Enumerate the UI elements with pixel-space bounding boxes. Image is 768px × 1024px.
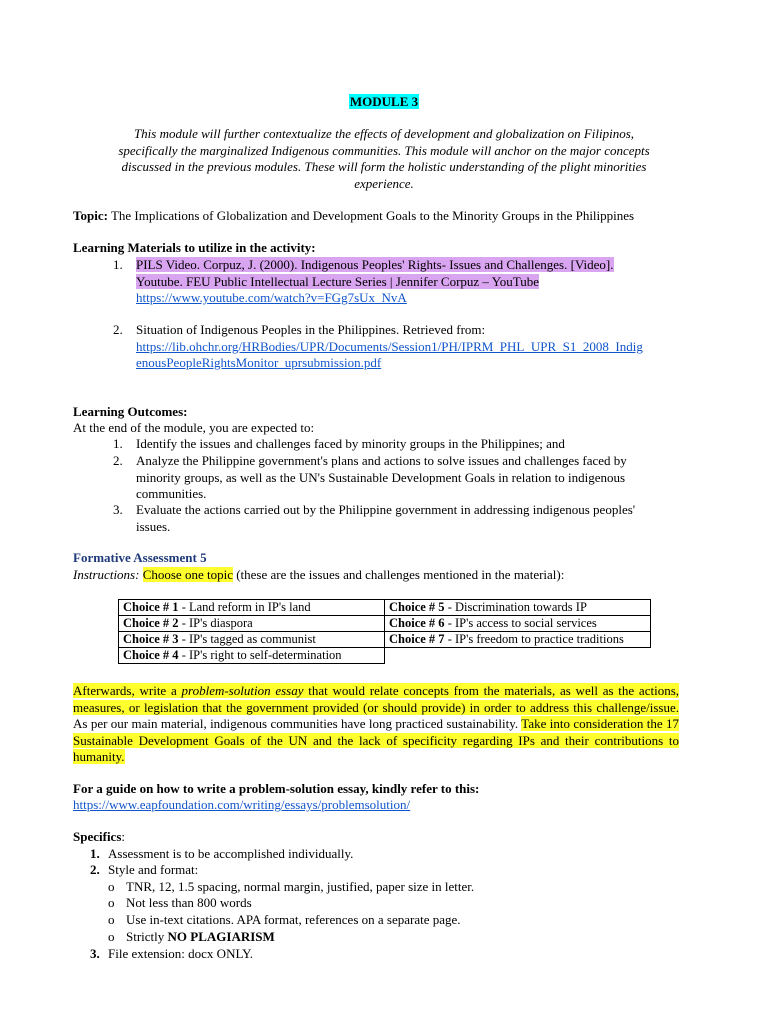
format-item-4: Strictly NO PLAGIARISM xyxy=(126,929,275,944)
outcome-2: Analyze the Philippine government's plans and actions to solve issues and challenges faced by minority groups, as well as the UN's Sustainable Development Goals in relation to indigenous communities. xyxy=(136,453,627,501)
choice-7-cell: Choice # 7 - IP's freedom to practice traditions xyxy=(385,632,651,648)
choice-1-cell: Choice # 1 - Land reform in IP's land xyxy=(119,600,385,616)
instructions-rest: (these are the issues and challenges mentioned in the material): xyxy=(236,567,565,582)
sub-bullet-icon: o xyxy=(108,895,115,910)
material-2 xyxy=(136,322,676,372)
topic-text: The Implications of Globalization and Development Goals to the Minority Groups in the Philippines xyxy=(110,208,635,223)
material-1-link[interactable]: https://www.youtube.com/watch?v=FGg7sUx_NvA xyxy=(136,290,407,305)
specific-2-number: 2. xyxy=(90,862,100,877)
material-1-number: 1. xyxy=(113,257,123,272)
sub-bullet-icon: o xyxy=(108,912,115,927)
specific-1-number: 1. xyxy=(90,846,100,861)
learning-outcomes-intro: At the end of the module, you are expected to: xyxy=(73,420,315,435)
specific-3-number: 3. xyxy=(90,946,100,961)
instructions-line xyxy=(73,567,564,584)
guide-link-line xyxy=(73,797,410,814)
specifics-heading: Specifics: xyxy=(73,829,126,844)
material-1 xyxy=(136,257,676,307)
table-row xyxy=(119,600,651,616)
outcome-2-number: 2. xyxy=(113,453,123,468)
table-row xyxy=(119,632,651,648)
format-item-3: Use in-text citations. APA format, references on a separate page. xyxy=(126,912,461,927)
choice-6-cell: Choice # 6 - IP's access to social services xyxy=(385,616,651,632)
material-1-line1: PILS Video. Corpuz, J. (2000). Indigenous Peoples' Rights- Issues and Challenges. [Video]. xyxy=(136,257,614,272)
table-row xyxy=(119,616,651,632)
essay-type: problem-solution essay xyxy=(181,683,304,698)
guide-link[interactable]: https://www.eapfoundation.com/writing/essays/problemsolution/ xyxy=(73,797,411,812)
format-item-2: Not less than 800 words xyxy=(126,895,252,910)
empty-cell xyxy=(385,648,651,664)
no-plagiarism: NO PLAGIARISM xyxy=(167,929,275,944)
essay-instructions: Afterwards, write a problem-solution essay that would relate concepts from the materials, as well as the actions, measures, or legislation that the government provided (or should provide) in order to address this challenge/issue. As per our main material, indigenous communities have long practiced sustainability. Take into consideration the 17 Sustainable Development Goals of the UN and the lack of specificity regarding IPs and their contributions to humanity. xyxy=(73,683,679,764)
outcome-1: Identify the issues and challenges faced by minority groups in the Philippines; and xyxy=(136,436,565,451)
material-2-number: 2. xyxy=(113,322,123,337)
specific-2: Style and format: xyxy=(108,862,199,877)
specific-1: Assessment is to be accomplished individually. xyxy=(108,846,354,861)
outcome-3: Evaluate the actions carried out by the Philippine government in addressing indigenous peoples' issues. xyxy=(136,502,636,534)
choose-one-topic: Choose one topic xyxy=(142,567,233,582)
guide-text: For a guide on how to write a problem-solution essay, kindly refer to this: xyxy=(73,781,480,796)
choice-3-cell: Choice # 3 - IP's tagged as communist xyxy=(119,632,385,648)
choice-4-cell: Choice # 4 - IP's right to self-determination xyxy=(119,648,385,664)
outcome-3-number: 3. xyxy=(113,502,123,517)
learning-outcomes-heading: Learning Outcomes: xyxy=(73,404,188,419)
sub-bullet-icon: o xyxy=(108,929,115,944)
format-item-1: TNR, 12, 1.5 spacing, normal margin, justified, paper size in letter. xyxy=(126,879,475,894)
topic-line xyxy=(73,208,634,225)
choices-table xyxy=(118,599,651,664)
learning-materials-heading: Learning Materials to utilize in the activity: xyxy=(73,240,316,255)
material-1-line2: Youtube. FEU Public Intellectual Lecture Series | Jennifer Corpuz – YouTube xyxy=(136,273,540,289)
topic-label: Topic: xyxy=(73,208,108,223)
module-title: MODULE 3 xyxy=(349,94,419,109)
outcome-1-number: 1. xyxy=(113,436,123,451)
specific-3: File extension: docx ONLY. xyxy=(108,946,254,961)
module-intro: This module will further contextualize the effects of development and globalization on Filipinos, specifically the marginalized Indigenous communities. This module will anchor on the major concepts discussed in the previous modules. These will form the holistic understanding of the plight minorities experience. xyxy=(118,126,650,191)
choice-5-cell: Choice # 5 - Discrimination towards IP xyxy=(385,600,651,616)
instructions-label: Instructions: xyxy=(73,567,140,582)
formative-assessment-heading: Formative Assessment 5 xyxy=(73,550,207,565)
choice-2-cell: Choice # 2 - IP's diaspora xyxy=(119,616,385,632)
sub-bullet-icon: o xyxy=(108,879,115,894)
table-row xyxy=(119,648,651,664)
material-2-link[interactable]: https://lib.ohchr.org/HRBodies/UPR/Documents/Session1/PH/IPRM_PHL_UPR_S1_2008_Indig enousPeopleRightsMonitor_uprsubmission.pdf xyxy=(136,338,643,370)
material-2-line1: Situation of Indigenous Peoples in the Philippines. Retrieved from: xyxy=(136,322,486,337)
